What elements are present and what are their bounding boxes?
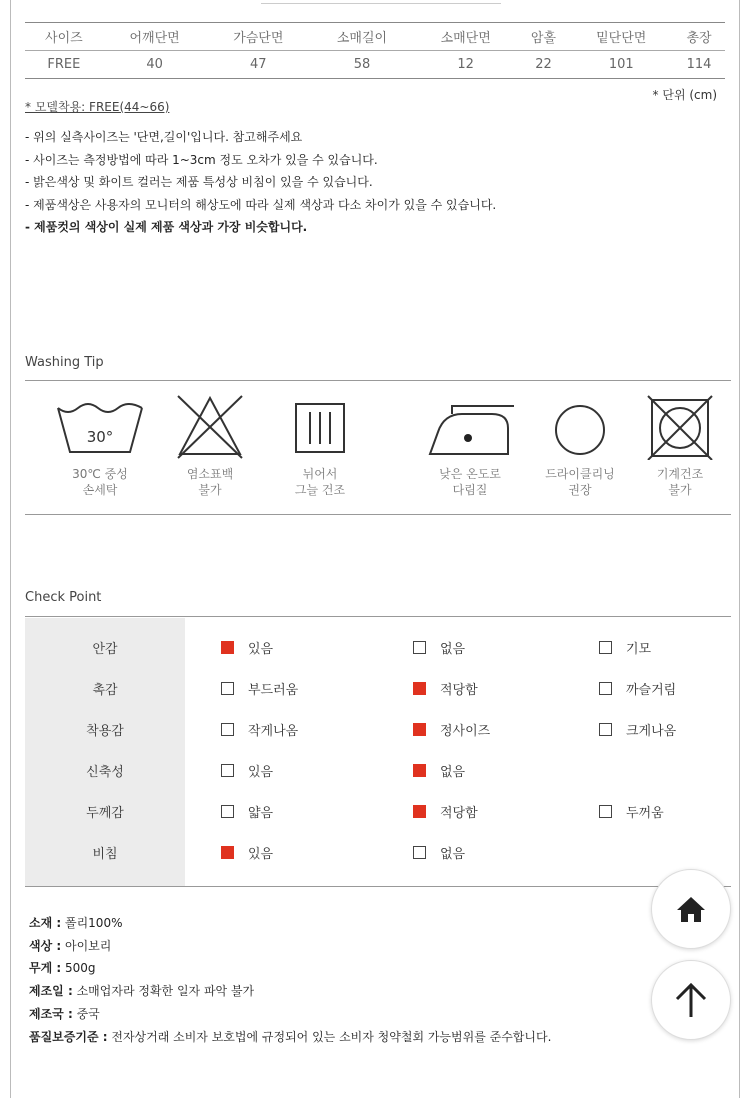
scroll-top-button[interactable] [651,960,731,1040]
size-header-cell: 밑단단면 [596,31,647,46]
wash-item [265,392,375,498]
check-row-label: 안감 [92,642,118,657]
note-item: - 밝은색상 및 화이트 컬러는 제품 특성상 비침이 있을 수 있습니다. [25,175,373,189]
note-item: - 사이즈는 측정방법에 따라 1~3cm 정도 오차가 있을 수 있습니다. [25,152,378,167]
checkbox [413,682,426,695]
check-option [599,638,651,657]
info-key: 품질보증기준 : [29,1029,108,1044]
check-point-table [25,618,731,886]
wash-item [415,392,525,498]
check-row [25,667,731,708]
size-cell: 47 [250,57,267,72]
check-option-label: 있음 [248,642,274,657]
home-icon [675,895,707,923]
wash-label-line: 불가 [668,483,692,497]
size-cell: 12 [457,57,474,72]
check-row [25,626,731,667]
wash-label-line: 드라이클리닝 [545,467,615,481]
wash-label-line: 불가 [198,483,222,497]
size-header-cell: 소매단면 [440,31,491,46]
size-cell: 22 [535,57,552,72]
check-row-label: 두께감 [86,806,124,821]
info-key: 색상 : [29,938,62,953]
size-cell: 58 [353,57,371,72]
info-key: 무게 : [29,961,62,976]
check-option [599,802,664,821]
wash-label-line: 낮은 온도로 [439,467,501,481]
check-row-label: 착용감 [86,724,124,739]
checkbox [413,805,426,818]
info-key: 소재 : [29,916,62,930]
check-option-label: 적당함 [440,806,478,821]
check-option [221,720,298,739]
checkbox [413,764,426,777]
check-option-label: 적당함 [440,683,478,698]
wash-label [415,466,525,498]
checkbox [221,682,234,695]
check-option [413,761,465,780]
table-row [25,51,725,79]
size-table [25,22,725,79]
wash-item [45,392,155,498]
note-item: - 제품색상은 사용자의 모니터의 해상도에 따라 실제 색상과 다소 차이가 있을 수 있습니다. [25,197,497,212]
no-tumble-dry-icon [632,392,728,460]
check-row [25,831,731,872]
size-table-header [25,23,725,51]
wash-label-line: 뉘어서 [302,467,338,481]
check-option [599,720,676,739]
wash-label [525,466,635,498]
check-option-label: 기모 [626,642,652,657]
check-option [221,638,273,657]
product-info [29,912,551,1048]
checkbox [221,723,234,736]
checkbox [221,846,234,859]
size-header-cell: 암홀 [530,31,557,46]
wash-item [525,392,635,498]
size-header-cell: 소매길이 [336,31,388,46]
check-option [221,679,298,698]
wash-label-line: 염소표백 [186,467,234,481]
size-header-cell: 어깨단면 [129,31,180,46]
wash-label [265,466,375,498]
no-bleach-icon [162,392,258,460]
wash-label-line: 그늘 건조 [294,483,346,497]
check-option-label: 크게나옴 [626,724,677,739]
check-option [221,843,273,862]
wash-label [45,466,155,498]
check-option-label: 없음 [440,642,466,657]
wash-item [155,392,265,498]
info-value: 폴리100% [61,916,123,930]
check-option-label: 있음 [248,847,274,862]
info-value: 500g [61,961,96,976]
check-option-label: 까슬거림 [626,683,677,698]
info-value: 전자상거래 소비자 보호법에 규정되어 있는 소비자 청약철회 가능범위를 준수합니다. [107,1029,552,1044]
wash-label-line: 다림질 [452,483,488,497]
size-header-cell: 총장 [686,31,712,46]
check-row [25,790,731,831]
checkbox [599,723,612,736]
dry-clean-icon [532,392,628,460]
size-cell: 40 [146,57,163,72]
check-option-label: 부드러움 [248,683,299,698]
divider [25,514,731,515]
checkbox [413,641,426,654]
check-option [413,679,478,698]
check-row [25,749,731,790]
size-cell: 114 [686,57,712,72]
home-button[interactable] [651,869,731,949]
size-header-cell: 가슴단면 [233,31,284,46]
wash-temp: 30° [86,428,114,446]
check-option-label: 두꺼움 [626,806,664,821]
washing-tip-title: Washing Tip [25,355,104,370]
info-row [29,912,551,935]
info-row [29,980,551,1003]
note-item: - 위의 실측사이즈는 '단면,길이'입니다. 참고해주세요 [25,130,303,144]
checkbox [599,682,612,695]
checkbox [599,805,612,818]
check-option [413,638,465,657]
washing-icons [25,392,731,507]
check-option-label: 작게나옴 [248,724,299,739]
size-cell: FREE [47,57,81,72]
checkbox [221,641,234,654]
arrow-up-icon [674,981,708,1019]
wash-label-line: 기계건조 [656,467,704,481]
divider [25,616,731,617]
info-value: 아이보리 [61,938,112,953]
wash-item [625,392,735,498]
check-option [413,843,465,862]
check-option-label: 없음 [440,765,466,780]
check-option [413,720,490,739]
iron-low-icon [422,392,518,460]
drip-dry-shade-icon [272,392,368,460]
info-key: 제조국 : [29,1006,73,1021]
checkbox [413,723,426,736]
check-row [25,708,731,749]
info-row [29,1003,551,1026]
check-option [413,802,478,821]
wash-label-line: 손세탁 [82,483,118,497]
check-row-label: 비침 [92,847,118,862]
size-notes [25,126,496,239]
check-option-label: 없음 [440,847,466,862]
wash-label-line: 30℃ 중성 [72,467,128,481]
checkbox [599,641,612,654]
info-key: 제조일 : [29,984,73,999]
info-value: 중국 [72,1006,100,1021]
checkbox [221,764,234,777]
check-row-label: 촉감 [92,683,118,698]
check-option-label: 얇음 [248,806,274,821]
check-point-title: Check Point [25,590,102,605]
wash-label [155,466,265,498]
model-size-note: * 모델착용: FREE(44~66) [25,100,170,114]
size-header-cell: 사이즈 [45,31,83,46]
check-option [221,802,273,821]
check-option-label: 있음 [248,765,274,780]
info-row [29,935,551,958]
unit-note: * 단위 (cm) [652,88,717,102]
divider [25,886,731,887]
divider [261,0,501,4]
checkbox [221,805,234,818]
check-row-label: 신축성 [86,765,124,780]
info-row [29,1026,551,1049]
check-option-label: 정사이즈 [440,724,491,739]
detail-content [10,0,740,1098]
divider [25,380,731,381]
check-option [221,761,273,780]
wash-label [625,466,735,498]
info-value: 소매업자라 정확한 일자 파악 불가 [72,984,255,999]
wash-label-line: 권장 [568,483,592,497]
check-option [599,679,676,698]
info-row [29,957,551,980]
size-cell: 101 [608,57,634,72]
checkbox [413,846,426,859]
note-item: - 제품컷의 색상이 실제 제품 색상과 가장 비슷합니다. [25,220,308,234]
hand-wash-30-icon [52,392,148,460]
